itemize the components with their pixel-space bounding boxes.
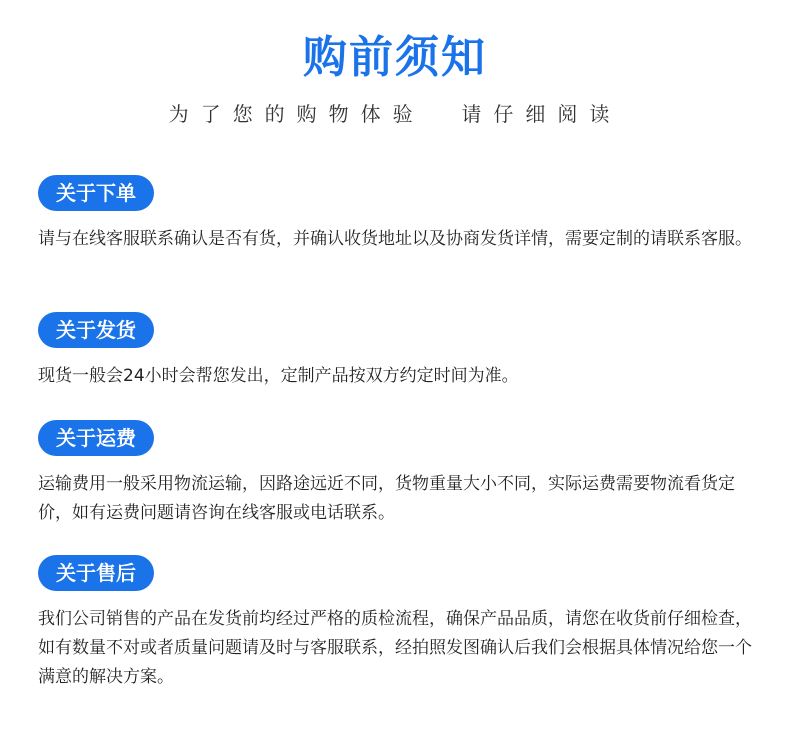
- page-header: [0, 30, 790, 128]
- page-subtitle: 为了您的购物体验 请仔细阅读: [168, 102, 622, 126]
- section-text-shipping: 现货一般会24小时会帮您发出，定制产品按双方约定时间为准。: [38, 366, 519, 386]
- section-after-sales: [38, 555, 758, 692]
- page-title: 购前须知: [303, 32, 487, 83]
- section-text-after-sales: 我们公司销售的产品在发货前均经过严格的质检流程，确保产品品质，请您在收货前仔细检查，如有数量不对或者质量问题请及时与客服联系，经拍照发图确认后我们会根据具体情况给您一个满意的解决方案。: [38, 609, 752, 687]
- section-freight: [38, 420, 758, 528]
- section-badge-ordering: 关于下单: [38, 175, 154, 211]
- section-badge-after-sales: 关于售后: [38, 555, 154, 591]
- section-ordering: [38, 175, 758, 254]
- section-text-ordering: 请与在线客服联系确认是否有货，并确认收货地址以及协商发货详情，需要定制的请联系客服。: [38, 229, 752, 249]
- section-text-freight: 运输费用一般采用物流运输，因路途远近不同，货物重量大小不同，实际运费需要物流看货定价，如有运费问题请咨询在线客服或电话联系。: [38, 474, 735, 523]
- section-shipping: [38, 312, 758, 391]
- section-badge-shipping: 关于发货: [38, 312, 154, 348]
- section-badge-freight: 关于运费: [38, 420, 154, 456]
